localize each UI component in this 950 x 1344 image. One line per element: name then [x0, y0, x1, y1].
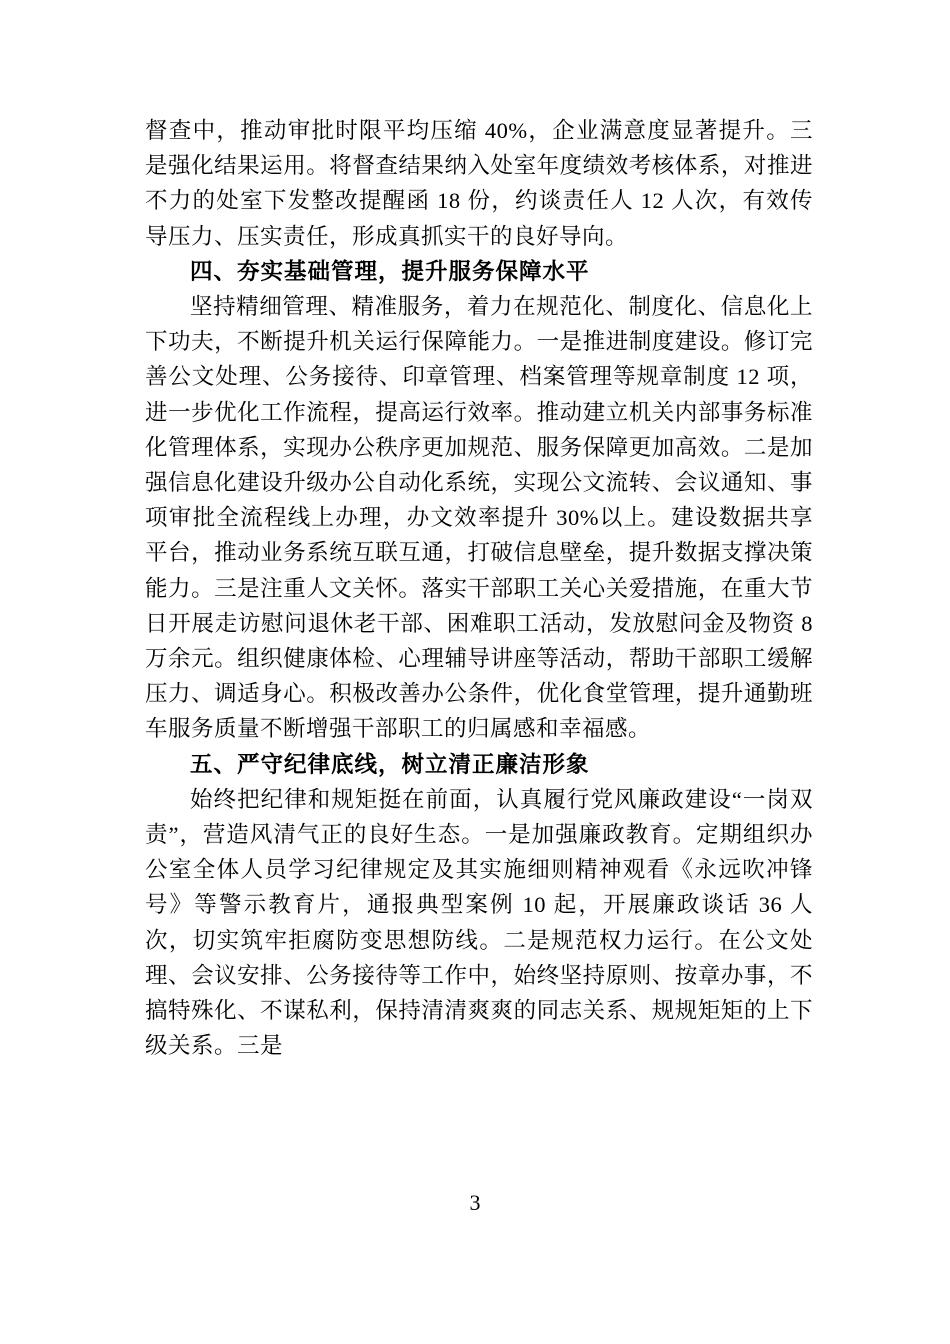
paragraph: 坚持精细管理、精准服务，着力在规范化、制度化、信息化上下功夫，不断提升机关运行保障能力。一是推进制度建设。修订完善公文处理、公务接待、印章管理、档案管理等规章制度 12 项，进一步优化工作流程，提高运行效率。推动建立机关内部事务标准化管理体系，实现办公秩序更加规范、服务保障更加高效。二是加强信息化建设升级办公自动化系统，实现公文流转、会议通知、事项审批全流程线上办理，办文效率提升 30%以上。建设数据共享平台，推动业务系统互联互通，打破信息壁垒，提升数据支撑决策能力。三是注重人文关怀。落实干部职工关心关爱措施，在重大节日开展走访慰问退休老干部、困难职工活动，发放慰问金及物资 8 万余元。组织健康体检、心理辅导讲座等活动，帮助干部职工缓解压力、调适身心。积极改善办公条件，优化食堂管理，提升通勤班车服务质量不断增强干部职工的归属感和幸福感。 — [145, 294, 813, 742]
paragraph: 督查中，推动审批时限平均压缩 40%，企业满意度显著提升。三是强化结果运用。将督查结果纳入处室年度绩效考核体系，对推进不力的处室下发整改提醒函 18 份，约谈责任人 12 人次，有效传导压力、压实责任，形成真抓实干的良好导向。 — [145, 118, 813, 249]
section-heading: 五、严守纪律底线，树立清正廉洁形象 — [190, 751, 590, 777]
page-number: 3 — [469, 1190, 481, 1215]
paragraph: 始终把纪律和规矩挺在前面，认真履行党风廉政建设“一岗双责”，营造风清气正的良好生态。一是加强廉政教育。定期组织办公室全体人员学习纪律规定及其实施细则精神观看《永远吹冲锋号》等警示教育片，通报典型案例 10 起，开展廉政谈话 36 人次，切实筑牢拒腐防变思想防线。二是规范权力运行。在公文处理、会议安排、公务接待等工作中，始终坚持原则、按章办事，不搞特殊化、不谋私利，保持清清爽爽的同志关系、规规矩矩的上下级关系。三是 — [145, 786, 813, 1059]
section-heading: 四、夯实基础管理，提升服务保障水平 — [190, 258, 590, 284]
document-body — [145, 113, 813, 1063]
